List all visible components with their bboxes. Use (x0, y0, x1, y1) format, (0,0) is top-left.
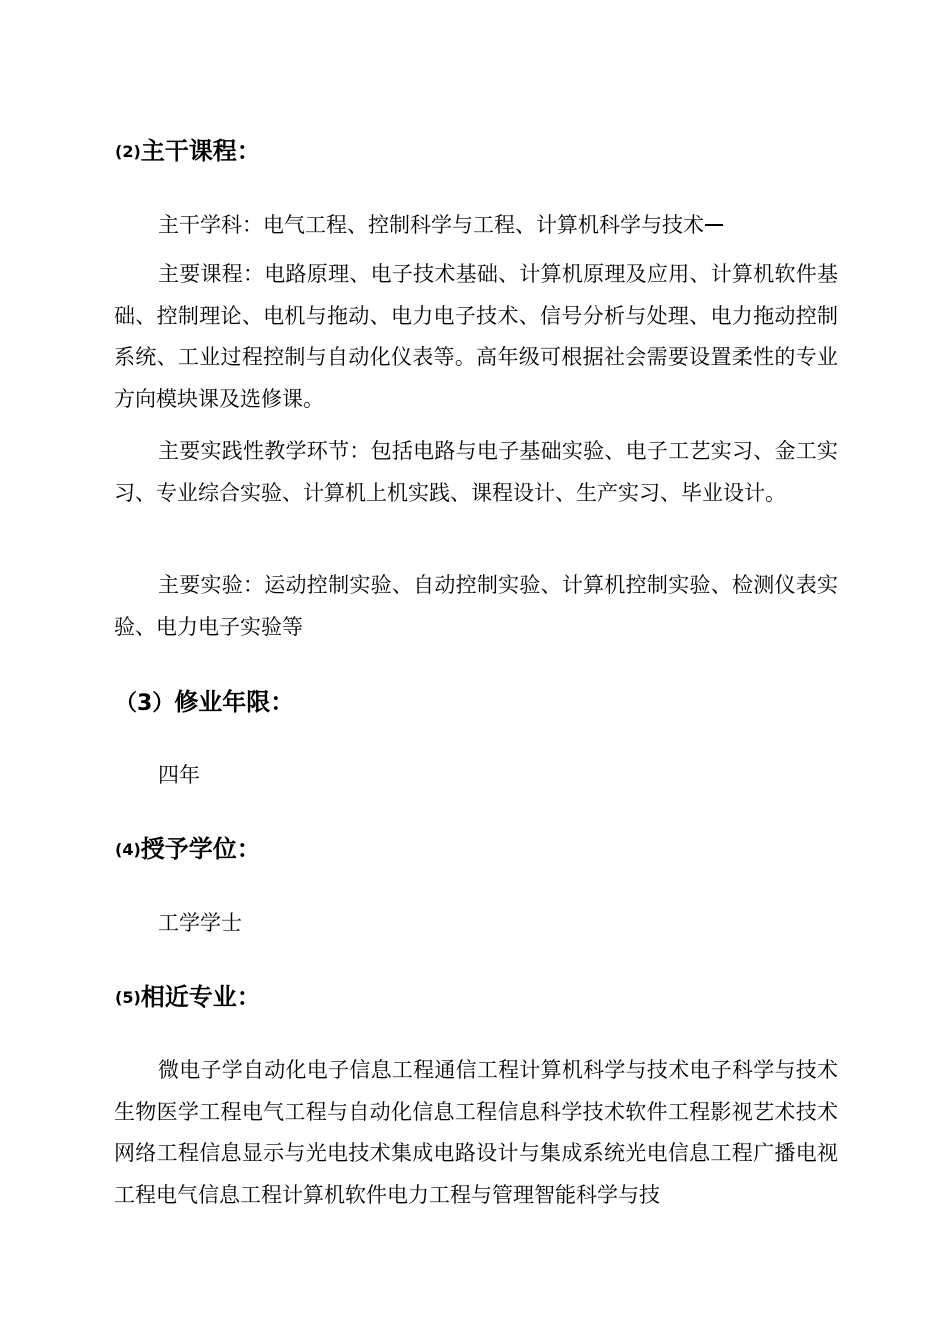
section-5-number: (5) (115, 988, 141, 1007)
section-3-number: （3） (115, 691, 175, 716)
trailing-mark-icon (705, 224, 723, 238)
experiments-paragraph: 主要实验：运动控制实验、自动控制实验、计算机控制实验、检测仪表实验、电力电子实验等 (114, 573, 838, 639)
main-disciplines-paragraph (158, 210, 723, 240)
section-5-title: 相近专业： (140, 983, 261, 1011)
main-courses-paragraph: 主要课程：电路原理、电子技术基础、计算机原理及应用、计算机软件基础、控制理论、电机与拖动、电力电子技术、信号分析与处理、电力拖动控制系统、工业过程控制与自动化仪表等。高年级可根据社会需要设置柔性的专业方向模块课及选修课。 (114, 262, 838, 411)
section-2-number: (2) (115, 142, 141, 161)
section-3-title: 修业年限： (174, 688, 295, 716)
section-4-title: 授予学位： (140, 835, 261, 863)
degree-text: 工学学士 (158, 911, 242, 935)
section-4-number: (4) (115, 840, 141, 859)
section-4-heading (115, 834, 261, 865)
study-duration-text: 四年 (158, 763, 200, 787)
related-majors-paragraph: 微电子学自动化电子信息工程通信工程计算机科学与技术电子科学与技术生物医学工程电气工程与自动化信息工程信息科学技术软件工程影视艺术技术网络工程信息显示与光电技术集成电路设计与集成系统光电信息工程广播电视工程电气信息工程计算机软件电力工程与管理智能科学与技 (114, 1058, 838, 1207)
section-2-heading (115, 136, 261, 167)
main-disciplines-text: 主干学科：电气工程、控制科学与工程、计算机科学与技术 (158, 213, 704, 237)
section-5-heading (115, 982, 261, 1013)
section-3-heading (115, 687, 294, 719)
practice-paragraph: 主要实践性教学环节：包括电路与电子基础实验、电子工艺实习、金工实习、专业综合实验、计算机上机实践、课程设计、生产实习、毕业设计。 (114, 439, 838, 505)
section-2-title: 主干课程： (140, 137, 261, 165)
